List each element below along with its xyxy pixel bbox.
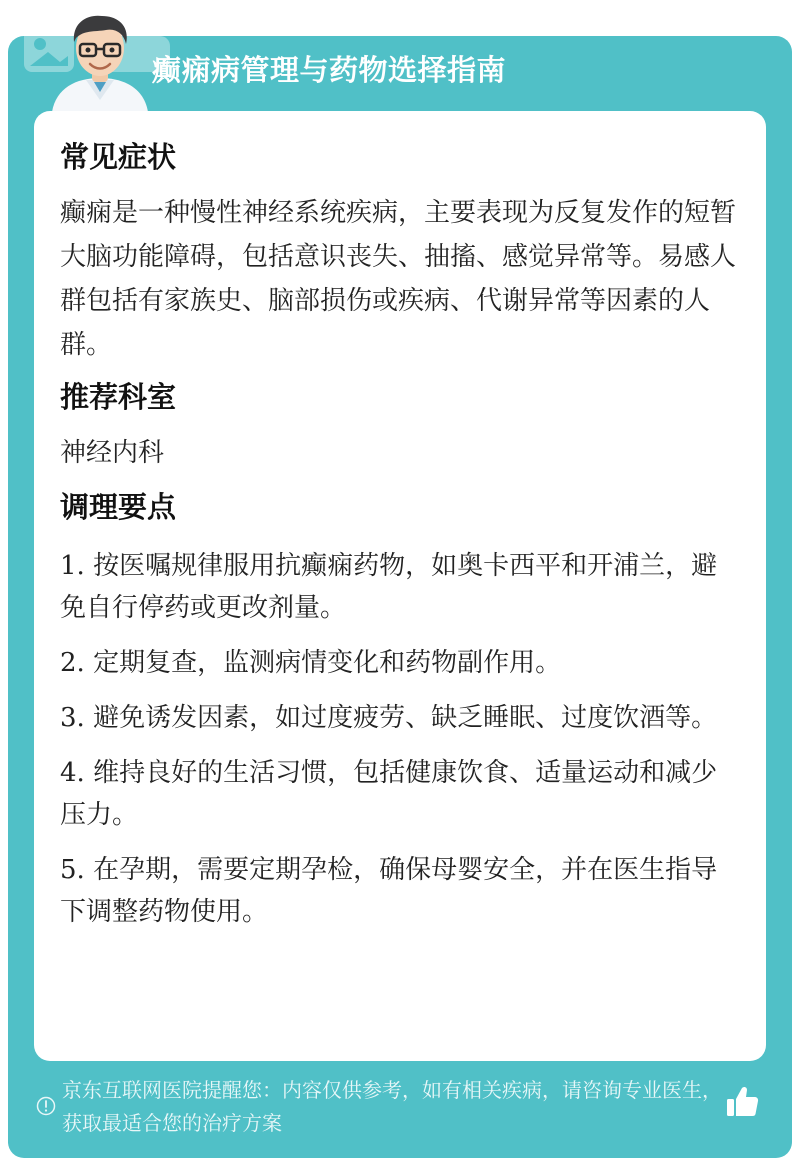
care-item-number: 5. [60, 855, 85, 885]
care-item-text: 定期复查，监测病情变化和药物副作用。 [93, 648, 562, 678]
page-title: 癫痫病管理与药物选择指南 [152, 53, 507, 87]
care-item-text: 避免诱发因素，如过度疲劳、缺乏睡眠、过度饮酒等。 [93, 703, 718, 733]
thumbs-up-icon[interactable] [724, 1084, 760, 1120]
doctor-avatar-icon [46, 8, 154, 112]
info-icon [36, 1096, 56, 1116]
care-item-text: 按医嘱规律服用抗癫痫药物，如奥卡西平和开浦兰，避免自行停药或更改剂量。 [60, 551, 718, 623]
care-item-number: 1. [60, 551, 85, 581]
symptoms-text: 癫痫是一种慢性神经系统疾病，主要表现为反复发作的短暂大脑功能障碍，包括意识丧失、抽搐、感觉异常等。易感人群包括有家族史、脑部损伤或疾病、代谢异常等因素的人群。 [60, 198, 737, 360]
care-list [60, 545, 740, 933]
care-item [60, 849, 740, 933]
content-card [34, 111, 766, 1061]
care-heading: 调理要点 [60, 490, 177, 524]
symptoms-heading: 常见症状 [60, 140, 177, 174]
department-heading: 推荐科室 [60, 380, 177, 414]
care-item-text: 维持良好的生活习惯，包括健康饮食、适量运动和减少压力。 [60, 758, 718, 830]
care-item [60, 752, 740, 836]
care-item-text: 在孕期，需要定期孕检，确保母婴安全，并在医生指导下调整药物使用。 [60, 855, 718, 927]
care-item [60, 642, 740, 684]
care-item-number: 2. [60, 648, 85, 678]
care-item [60, 697, 740, 739]
care-item-number: 3. [60, 703, 85, 733]
disclaimer-text: 京东互联网医院提醒您：内容仅供参考，如有相关疾病，请咨询专业医生，获取最适合您的治疗方案 [62, 1078, 722, 1135]
care-item [60, 545, 740, 629]
department-text: 神经内科 [60, 438, 165, 468]
care-item-number: 4. [60, 758, 85, 788]
